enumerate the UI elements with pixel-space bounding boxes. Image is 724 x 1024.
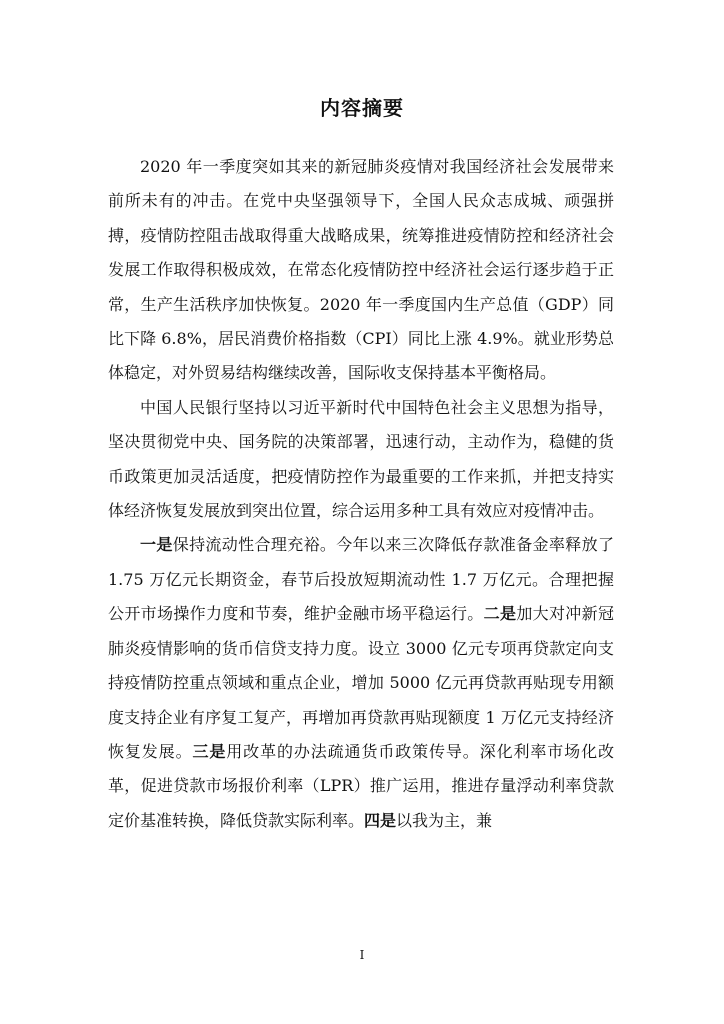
bold-lead-phrase: 一是 [140, 535, 173, 555]
paragraph-text: 加大对冲新冠肺炎疫情影响的货币信贷支持力度。设立 3000 亿元专项再贷款定向支持疫情防控重点领域和重点企业，增加 5000 亿元再贷款再贴现专用额度支持企业有序复工复产，再增加再贷款再贴现额度 1 万亿元支持经济恢复发展。 [108, 604, 614, 761]
bold-lead-phrase: 二是 [483, 604, 517, 624]
bold-lead-phrase: 三是 [192, 741, 227, 761]
paragraph-text: 中国人民银行坚持以习近平新时代中国特色社会主义思想为指导，坚决贯彻党中央、国务院的决策部署，迅速行动，主动作为，稳健的货币政策更加灵活适度，把疫情防控作为最重要的工作来抓，并把支持实体经济恢复发展放到突出位置，综合运用多种工具有效应对疫情冲击。 [108, 397, 614, 521]
paragraph-text: 以我为主，兼 [396, 810, 493, 830]
body-paragraph [108, 391, 614, 529]
paragraph-text: 用改革的办法疏通货币政策传导。深化利率市场化改革，促进贷款市场报价利率（LPR）推广运用，推进存量浮动利率贷款定价基准转换，降低贷款实际利率。 [108, 741, 614, 830]
paragraph-text: 保持流动性合理充裕。今年以来三次降低存款准备金率释放了 1.75 万亿元长期资金，春节后投放短期流动性 1.7 万亿元。合理把握公开市场操作力度和节奏，维护金融市场平稳运行。 [108, 535, 614, 624]
paragraph-text: 2020 年一季度突如其来的新冠肺炎疫情对我国经济社会发展带来前所未有的冲击。在党中央坚强领导下，全国人民众志成城、顽强拼搏，疫情防控阻击战取得重大战略成果，统筹推进疫情防控和经济社会发展工作取得积极成效，在常态化疫情防控中经济社会运行逐步趋于正常，生产生活秩序加快恢复。2020 年一季度国内生产总值（GDP）同比下降 6.8%，居民消费价格指数（CPI）同比上涨 4.9%。就业形势总体稳定，对外贸易结构继续改善，国际收支保持基本平衡格局。 [108, 157, 614, 383]
body-paragraph [108, 528, 614, 838]
document-body [108, 150, 614, 838]
page-title: 内容摘要 [320, 96, 404, 120]
page-number: I [359, 948, 365, 962]
bold-lead-phrase: 四是 [364, 810, 397, 830]
body-paragraph [108, 150, 614, 391]
